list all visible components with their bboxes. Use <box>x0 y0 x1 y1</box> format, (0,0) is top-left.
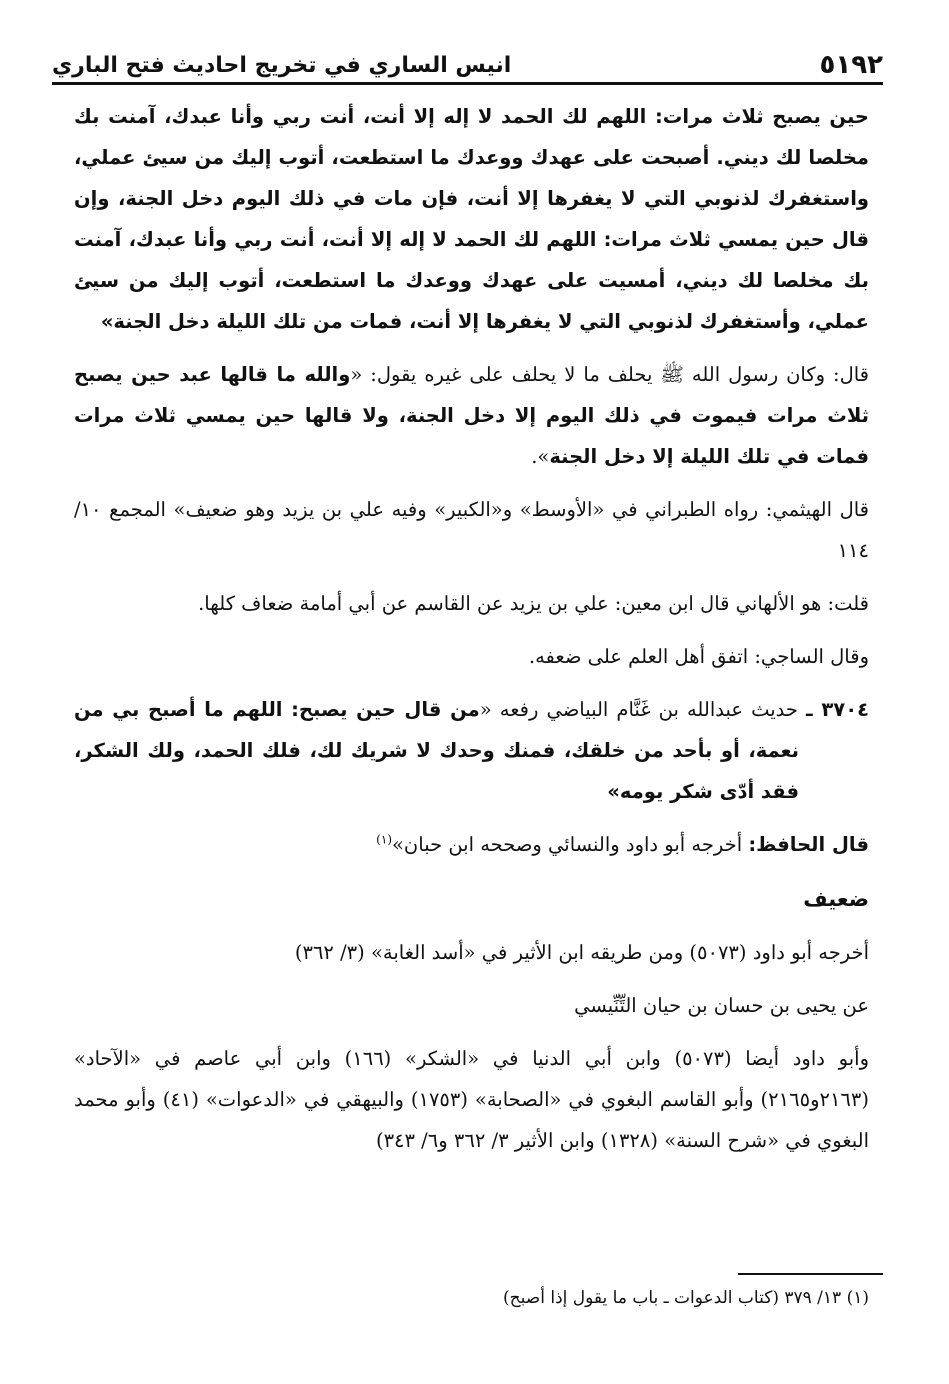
others-paragraph: وأبو داود أيضا (٥٠٧٣) وابن أبي الدنيا في «الشكر» (١٦٦) وابن أبي عاصم في «الآحاد» (٢١٦٣و٢١٦٥) وأبو القاسم البغوي في «الصحابة» (١٧٥٣) والبيهقي في «الدعوات» (٤١) وأبو محمد البغوي في «شرح السنة» (١٣٢٨) وابن الأثير ٣/ ٣٦٢ و٦/ ٣٤٣) <box>74 1047 870 1152</box>
running-header <box>52 36 883 85</box>
oath-text: والله ما قالها عبد حين يصبح ثلاث مرات فيموت في ذلك اليوم إلا دخل الجنة، ولا قالها حين يمسي ثلاث مرات فمات في تلك الليلة إلا دخل الجنة <box>74 363 869 468</box>
qultu-paragraph: قلت: هو الألهاني قال ابن معين: علي بن يزيد عن القاسم عن أبي أمامة ضعاف كلها. <box>198 592 869 615</box>
entry-3704 <box>74 689 869 812</box>
entry-end: » <box>607 780 620 803</box>
entry-number: ٣٧٠٤ ـ <box>806 698 870 721</box>
hadith-text: حين يصبح ثلاث مرات: اللهم لك الحمد لا إله إلا أنت، أنت ربي وأنا عبدك، آمنت بك مخلصا لك ديني. أصبحت على عهدك ووعدك ما استطعت، أتوب إليك من سيئ عملي، واستغفرك لذنوبي التي لا يغفرها إلا أنت، فإن مات في ذلك اليوم دخل الجنة، وإن قال حين يمسي ثلاث مرات: اللهم لك الحمد لا إله إلا أنت، أنت ربي وأنا عبدك، آمنت بك مخلصا لك ديني، أمسيت على عهدك ووعدك ما استطعت، أتوب إليك من سيئ عملي، وأستغفرك لذنوبي التي لا يغفرها إلا أنت، فمات من تلك الليلة دخل الجنة» <box>74 105 869 333</box>
footnote-ref: (١) <box>376 832 392 847</box>
oath-paragraph <box>74 354 869 477</box>
grade-heading: ضعيف <box>803 887 869 911</box>
saji-paragraph: وقال الساجي: اتفق أهل العلم على ضعفه. <box>528 645 869 668</box>
yahya-paragraph: عن يحيى بن حسان بن حيان التِّنِّيسي <box>574 994 869 1017</box>
page-number: ٥١٩٢ <box>819 50 883 80</box>
entry-matn: من قال حين يصبح: اللهم ما أصبح بي من نعمة، أو بأحد من خلقك، فمنك وحدك لا شريك لك، فلك الحمد، ولك الشكر، فقد أدّى شكر يومه <box>74 698 799 803</box>
hafiz-text: أخرجه أبو داود والنسائي وصححه ابن حبان» <box>392 833 743 856</box>
haythami-paragraph: قال الهيثمي: رواه الطبراني في «الأوسط» و«الكبير» وفيه علي بن يزيد وهو ضعيف» المجمع ١٠/ ١١٤ <box>74 498 869 562</box>
entry-intro: حديث عبدالله بن غَنَّام البياضي رفعه « <box>479 698 798 721</box>
hafiz-paragraph <box>74 824 869 865</box>
footnote-divider <box>738 1273 883 1275</box>
abudawud-paragraph: أخرجه أبو داود (٥٠٧٣) ومن طريقه ابن الأثير في «أسد الغابة» (٣/ ٣٦٢) <box>294 941 869 964</box>
oath-end: ». <box>531 445 550 468</box>
book-title: انيس الساري في تخريج احاديث فتح الباري <box>52 53 512 78</box>
page-body <box>74 96 869 1173</box>
oath-intro: قال: وكان رسول الله ﷺ يحلف ما لا يحلف على غيره يقول: « <box>350 363 870 386</box>
footnote <box>74 1283 869 1313</box>
footnote-text: ١٣/ ٣٧٩ (كتاب الدعوات ـ باب ما يقول إذا أصبح) <box>503 1288 842 1308</box>
hafiz-label: قال الحافظ: <box>748 833 869 856</box>
footnote-number: (١) <box>846 1288 869 1308</box>
